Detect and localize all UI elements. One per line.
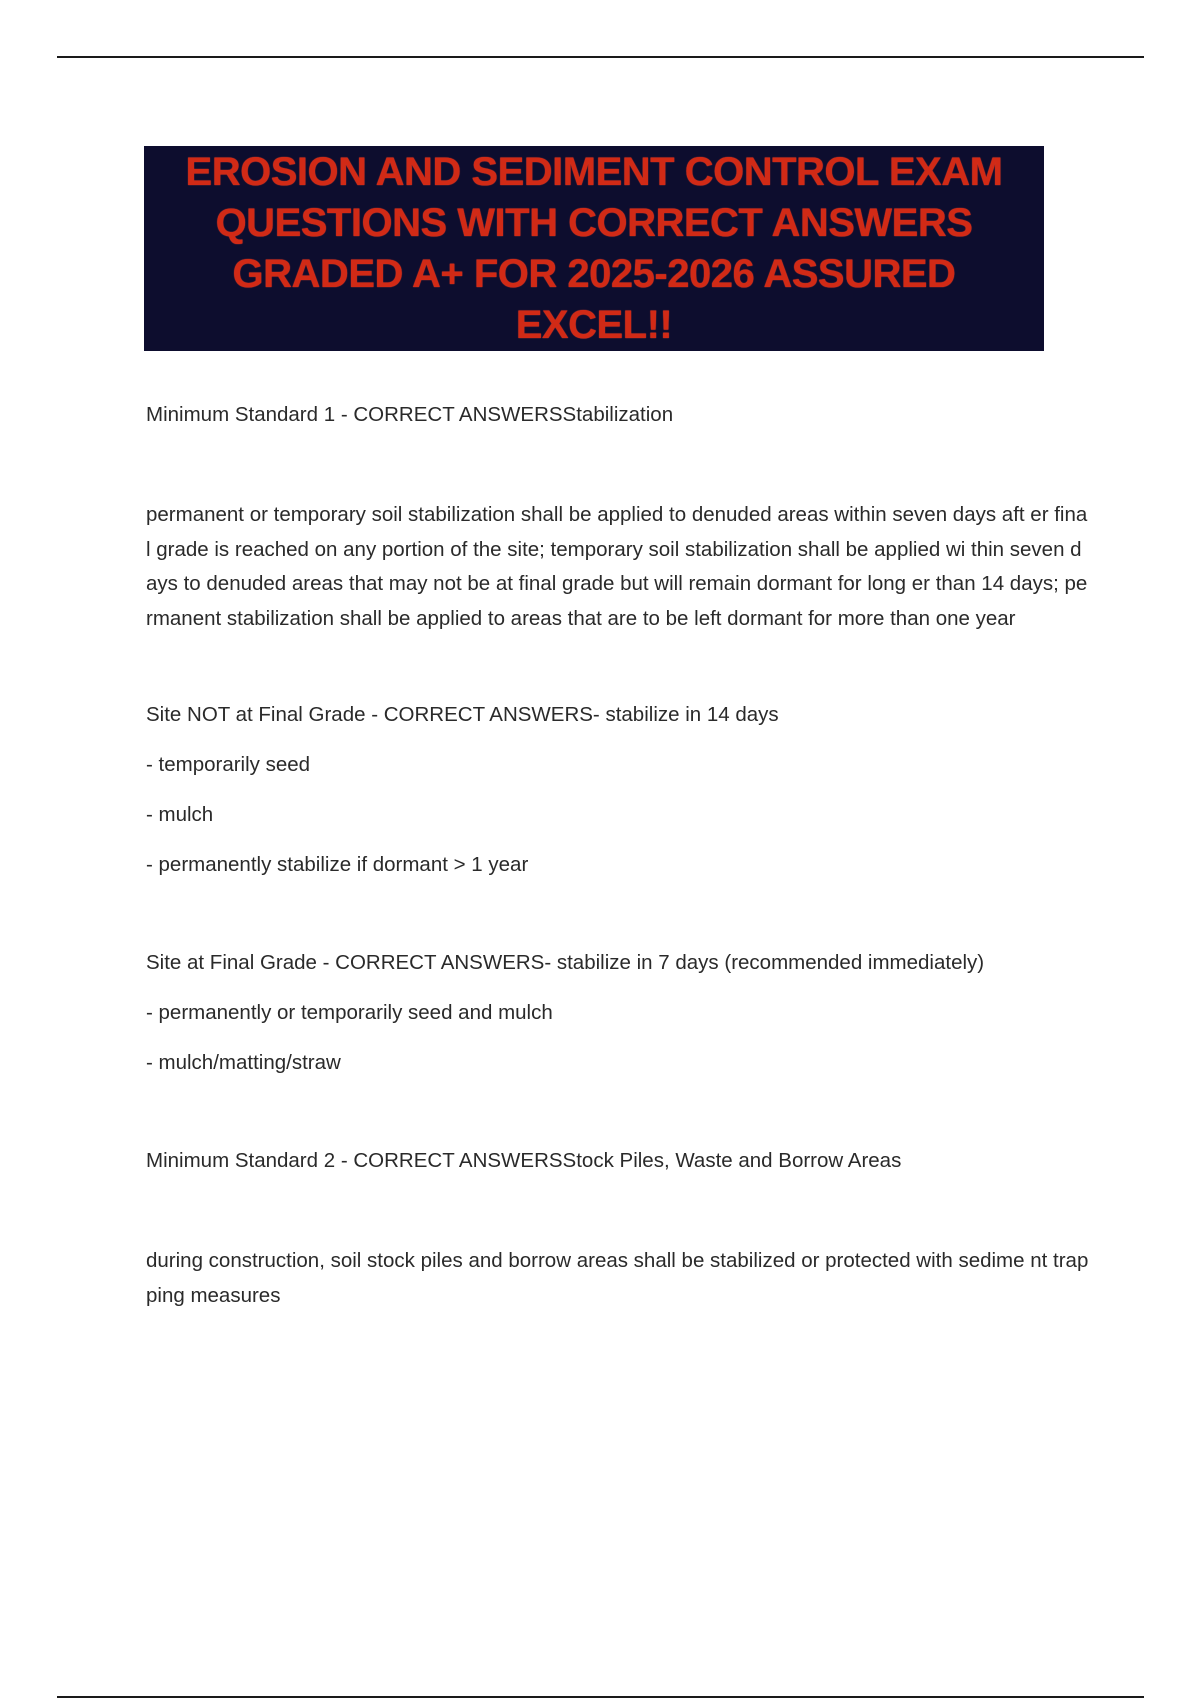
answer-2-bullet-2: - mulch [146, 803, 214, 826]
document-body [146, 398, 1091, 1313]
answer-2-bullet-3: - permanently stabilize if dormant > 1 year [146, 853, 529, 876]
answer-1: permanent or temporary soil stabilization shall be applied to denuded areas within seven days aft er final grade is reached on any portion of the site; temporary soil stabilization shall be applied wi thin seven days to denuded areas that may not be at final grade but will remain dormant for long er than 14 days; permanent stabilization shall be applied to areas that are to be left dormant for more than one year [146, 503, 1088, 630]
answer-3-bullet-2: - mulch/matting/straw [146, 1051, 341, 1074]
question-2: Site NOT at Final Grade - CORRECT ANSWERS- stabilize in 14 days [146, 703, 779, 726]
question-4: Minimum Standard 2 - CORRECT ANSWERSStock Piles, Waste and Borrow Areas [146, 1149, 902, 1172]
answer-4: during construction, soil stock piles and borrow areas shall be stabilized or protected with sedime nt trapping measures [146, 1249, 1089, 1307]
answer-3-bullet-1: - permanently or temporarily seed and mulch [146, 1001, 553, 1024]
document-title: EROSION AND SEDIMENT CONTROL EXAM QUESTIONS WITH CORRECT ANSWERS GRADED A+ FOR 2025-2026 ASSURED EXCEL!! [185, 149, 1003, 347]
top-rule [57, 56, 1144, 58]
question-1: Minimum Standard 1 - CORRECT ANSWERSStabilization [146, 403, 674, 426]
spacer [146, 432, 1091, 498]
spacer [146, 1080, 1091, 1144]
question-3: Site at Final Grade - CORRECT ANSWERS- stabilize in 7 days (recommended immediately) [146, 951, 985, 974]
spacer [146, 636, 1091, 698]
title-banner [144, 146, 1044, 351]
spacer [146, 882, 1091, 946]
spacer [146, 1178, 1091, 1244]
bottom-rule [57, 1696, 1144, 1698]
answer-2-bullet-1: - temporarily seed [146, 753, 311, 776]
